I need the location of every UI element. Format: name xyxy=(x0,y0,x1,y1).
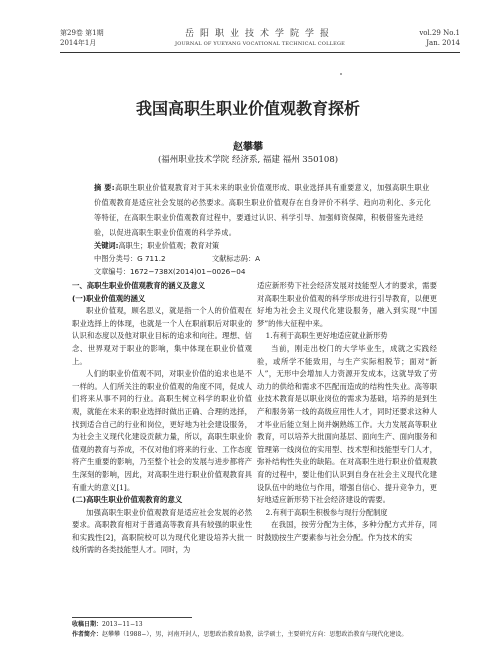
author-bio-text: 赵攀攀（1988−），男，河南开封人，思想政治教育助教，法学硕士，主要研究方向：思想政治教育与现代化建设。 xyxy=(102,631,408,638)
article-id: 文章编号：1672−738X(2014)01−0026−04 xyxy=(94,267,246,276)
journal-header xyxy=(60,28,460,53)
journal-name-cn: 岳阳职业技术学院学报 xyxy=(184,29,335,39)
author-bio-label: 作者简介： xyxy=(72,631,103,638)
author-name: 赵攀攀 xyxy=(233,142,263,153)
volume-cn: 第29卷 第1期 xyxy=(60,29,104,37)
abstract-label: 摘 要: xyxy=(94,183,115,192)
header-right xyxy=(419,28,460,48)
section-heading-1: 一、高职生职业价值观教育的涵义及意义 xyxy=(72,281,206,290)
abstract xyxy=(94,180,434,240)
journal-name-en: JOURNAL OF YUEYANG VOCATIONAL TECHNICAL COLLEGE xyxy=(175,41,345,47)
numbered-heading-2: 2.有利于高职生积极参与现行分配制度 xyxy=(265,507,388,517)
received-value: 2013−11−13 xyxy=(102,621,143,628)
header-center xyxy=(150,28,370,48)
paragraph: 当前，刚走出校门的大学毕业生，成就之实践经验，或所学不能致用，与生产实际相脱节；面对“新人”，无形中会增加人力资源开发成本，这就导致了劳动力的供给和需求不匹配而造成的结构性失业。高等职业技术教育是以职业岗位的需求为基础，培养的是到生产和服务第一线的高级应用性人才，同时还要求这种人才毕业后能立刻上岗并娴熟练工作。大力发展高等职业教育，可以培养大批面向基层、面向生产、面向服务和管理第一线岗位的实用型、技术型和技能型专门人才，弥补结构性失业的缺陷。在对高职生进行职业价值观教育的过程中，要让他们认识到自身在社会主义现代化建设队伍中的地位与作用，增强自信心、提升竞争力，更好地适应新形势下社会经济建设的需要。 xyxy=(257,343,437,505)
paragraph: 加强高职生职业价值观教育是适应社会发展的必然要求。高职教育相对于普通高等教育具有较强的职业性和实践性[2]，高职院校可以为现代化建设培养大批一线所需的各类技能型人才。同时，为 xyxy=(72,507,252,555)
footnote-rule xyxy=(72,617,192,618)
clc-number: 中图分类号：G 711.2 xyxy=(94,254,166,263)
numbered-heading-1: 1.有利于高职生更好地适应就业新形势 xyxy=(265,331,388,341)
footnote xyxy=(72,620,452,640)
paper-title: 我国高职生职业价值观教育探析 xyxy=(135,99,360,118)
left-column xyxy=(72,280,252,557)
paragraph: 职业价值观，顾名思义，就是指一个人的价值观在职业选择上的体现，也就是一个人在职前职后对职业的认识和态度以及他对职业目标的追求和向往。理想、信念、世界观对于职业的影响，集中体现在职业价值观上。 xyxy=(72,306,252,366)
document-code: 文献标志码：A xyxy=(212,254,261,263)
received-date xyxy=(72,620,452,630)
affiliation: (福州职业技术学院 经济系, 福建 福州 350108) xyxy=(157,155,339,165)
header-left xyxy=(60,28,104,48)
right-column xyxy=(257,280,437,544)
speck xyxy=(340,73,342,75)
date-cn: 2014年1月 xyxy=(60,39,97,47)
abstract-text: 高职生职业价值观教育对于其未来的职业价值观形成、职业选择具有重要意义，加强高职生职业价值观教育是适应社会发展的必然要求。高职生职业价值观存在自身评价不科学、趋向功利化、多元化等特征，在高职生职业价值观教育过程中，要通过认识、科学引导、加强师资保障，积极借鉴先进经验，以促进高职生职业价值观的科学养成。 xyxy=(94,183,431,237)
keywords-label: 关键词: xyxy=(94,241,119,250)
author-bio xyxy=(72,630,452,640)
subsection-heading-2: (二)高职生职业价值观教育的意义 xyxy=(72,495,183,505)
classification-line xyxy=(94,252,454,278)
keywords-text: 高职生；职业价值观；教育对策 xyxy=(118,241,220,250)
keywords xyxy=(94,239,434,252)
paragraph: 适应新形势下社会经济发展对技能型人才的要求，需要对高职生职业价值观的科学形成进行引导教育，以便更好地为社会主义现代化建设服务，融入到实现“中国梦”的伟大征程中来。 xyxy=(257,281,437,328)
volume-en: vol.29 No.1 xyxy=(419,29,460,37)
date-en: Jan. 2014 xyxy=(426,39,460,47)
subsection-heading-1: (一)职业价值观的涵义 xyxy=(72,293,146,303)
paragraph: 人们的职业价值观不同，对职业价值的追求也是不一样的。人们所关注的职业价值观的角度不同，促成人们将来从事不同的行业。高职生树立科学的职业价值观，就能在未来的职业选择时做出正确、合理的选择，找到适合自己的行业和岗位，更好地为社会建设服务，为社会主义现代化建设贡献力量，所以，高职生职业价值观的教育与养成，不仅对他们将来的行业、工作态度将产生重要的影响，乃至整个社会的发展与进步都将产生深刻的影响，因此，对高职生进行职业价值观教育具有重大的意义[1]。 xyxy=(72,369,252,492)
received-label: 收稿日期： xyxy=(72,621,103,628)
paragraph: 在我国，按劳分配为主体，多种分配方式并存，同时鼓励按生产要素参与社会分配。作为技术的实 xyxy=(257,520,437,542)
